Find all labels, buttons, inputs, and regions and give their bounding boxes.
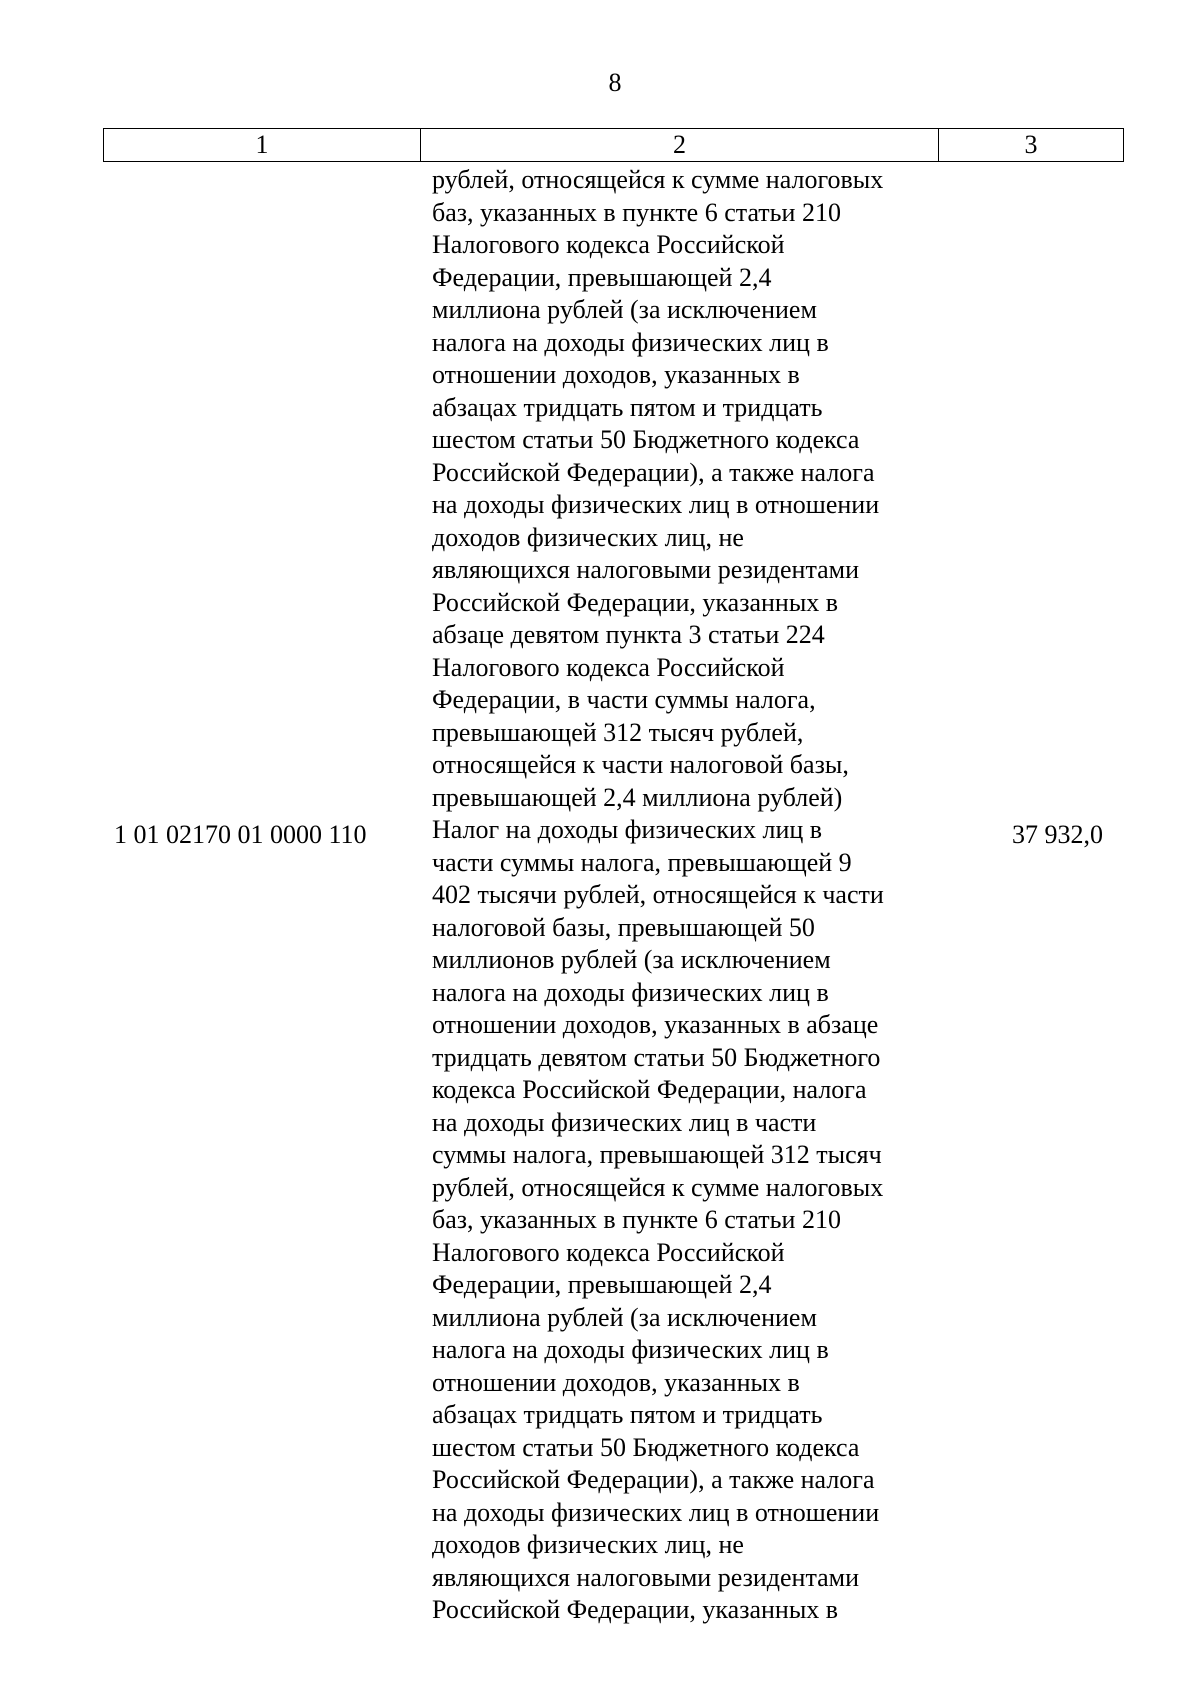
text-line: отношении доходов, указанных в (432, 1367, 800, 1397)
text-line: Российской Федерации), а также налога (432, 1465, 875, 1494)
text-line: Федерации, превышающей 2,4 (432, 1270, 772, 1299)
text-line: налога на доходы физических лиц в (432, 977, 829, 1007)
text-line: части суммы налога, превышающей 9 (432, 847, 852, 877)
text-line: Федерации, в части суммы налога, (432, 685, 816, 714)
text-line: налоговой базы, превышающей 50 (432, 912, 815, 942)
text-line: налога на доходы физических лиц в (432, 1335, 829, 1364)
revenue-amount: 37 932,0 (1012, 820, 1103, 849)
text-line: доходов физических лиц, не (432, 522, 744, 552)
text-line: Налогового кодекса Российской (432, 652, 785, 682)
text-line: на доходы физических лиц в отношении (432, 490, 880, 519)
text-line: абзацах тридцать пятом и тридцать (432, 392, 823, 422)
text-line: отношении доходов, указанных в (432, 360, 800, 389)
text-line: доходов физических лиц, не (432, 1530, 744, 1559)
text-line: на доходы физических лиц в части (432, 1107, 817, 1137)
text-line: шестом статьи 50 Бюджетного кодекса (432, 425, 860, 454)
text-line: Российской Федерации, указанных в (432, 1595, 839, 1624)
text-line: рублей, относящейся к сумме налоговых (432, 1172, 884, 1202)
text-line: тридцать девятом статьи 50 Бюджетного (432, 1042, 881, 1072)
text-line: суммы налога, превышающей 312 тысяч (432, 1140, 882, 1169)
table-header-col-2: 2 (421, 129, 939, 161)
text-line: Налогового кодекса Российской (432, 230, 785, 259)
text-line: Федерации, превышающей 2,4 (432, 262, 772, 292)
table-header-col-3: 3 (1024, 130, 1038, 159)
page-number: 8 (608, 68, 622, 97)
text-line: миллиона рублей (за исключением (432, 1302, 817, 1332)
table-header-row (103, 128, 1124, 162)
text-line: баз, указанных в пункте 6 статьи 210 (432, 197, 841, 227)
text-line: налога на доходы физических лиц в (432, 327, 829, 357)
text-line: превышающей 2,4 миллиона рублей) (432, 782, 843, 812)
revenue-code: 1 01 02170 01 0000 110 (114, 820, 367, 849)
text-line: отношении доходов, указанных в абзаце (432, 1010, 879, 1039)
table-header-col-1: 1 (104, 129, 421, 161)
text-line: Российской Федерации, указанных в (432, 587, 839, 617)
text-line: превышающей 312 тысяч рублей, (432, 717, 804, 747)
text-line: абзаце девятом пункта 3 статьи 224 (432, 620, 825, 649)
text-line: Налогового кодекса Российской (432, 1237, 785, 1267)
text-line: шестом статьи 50 Бюджетного кодекса (432, 1432, 860, 1462)
text-line: являющихся налоговыми резидентами (432, 555, 860, 584)
text-line: миллионов рублей (за исключением (432, 945, 831, 974)
text-line: кодекса Российской Федерации, налога (432, 1075, 867, 1104)
text-line: 402 тысячи рублей, относящейся к части (432, 880, 884, 909)
text-line: баз, указанных в пункте 6 статьи 210 (432, 1205, 841, 1234)
text-line: относящейся к части налоговой базы, (432, 750, 849, 779)
text-line: абзацах тридцать пятом и тридцать (432, 1400, 823, 1429)
text-line: Налог на доходы физических лиц в (432, 815, 823, 844)
text-line: на доходы физических лиц в отношении (432, 1497, 880, 1527)
text-line: Российской Федерации), а также налога (432, 457, 875, 487)
description-text (432, 164, 942, 1627)
text-line: являющихся налоговыми резидентами (432, 1562, 860, 1592)
text-line: рублей, относящейся к сумме налоговых (432, 165, 884, 194)
text-line: миллиона рублей (за исключением (432, 295, 817, 324)
